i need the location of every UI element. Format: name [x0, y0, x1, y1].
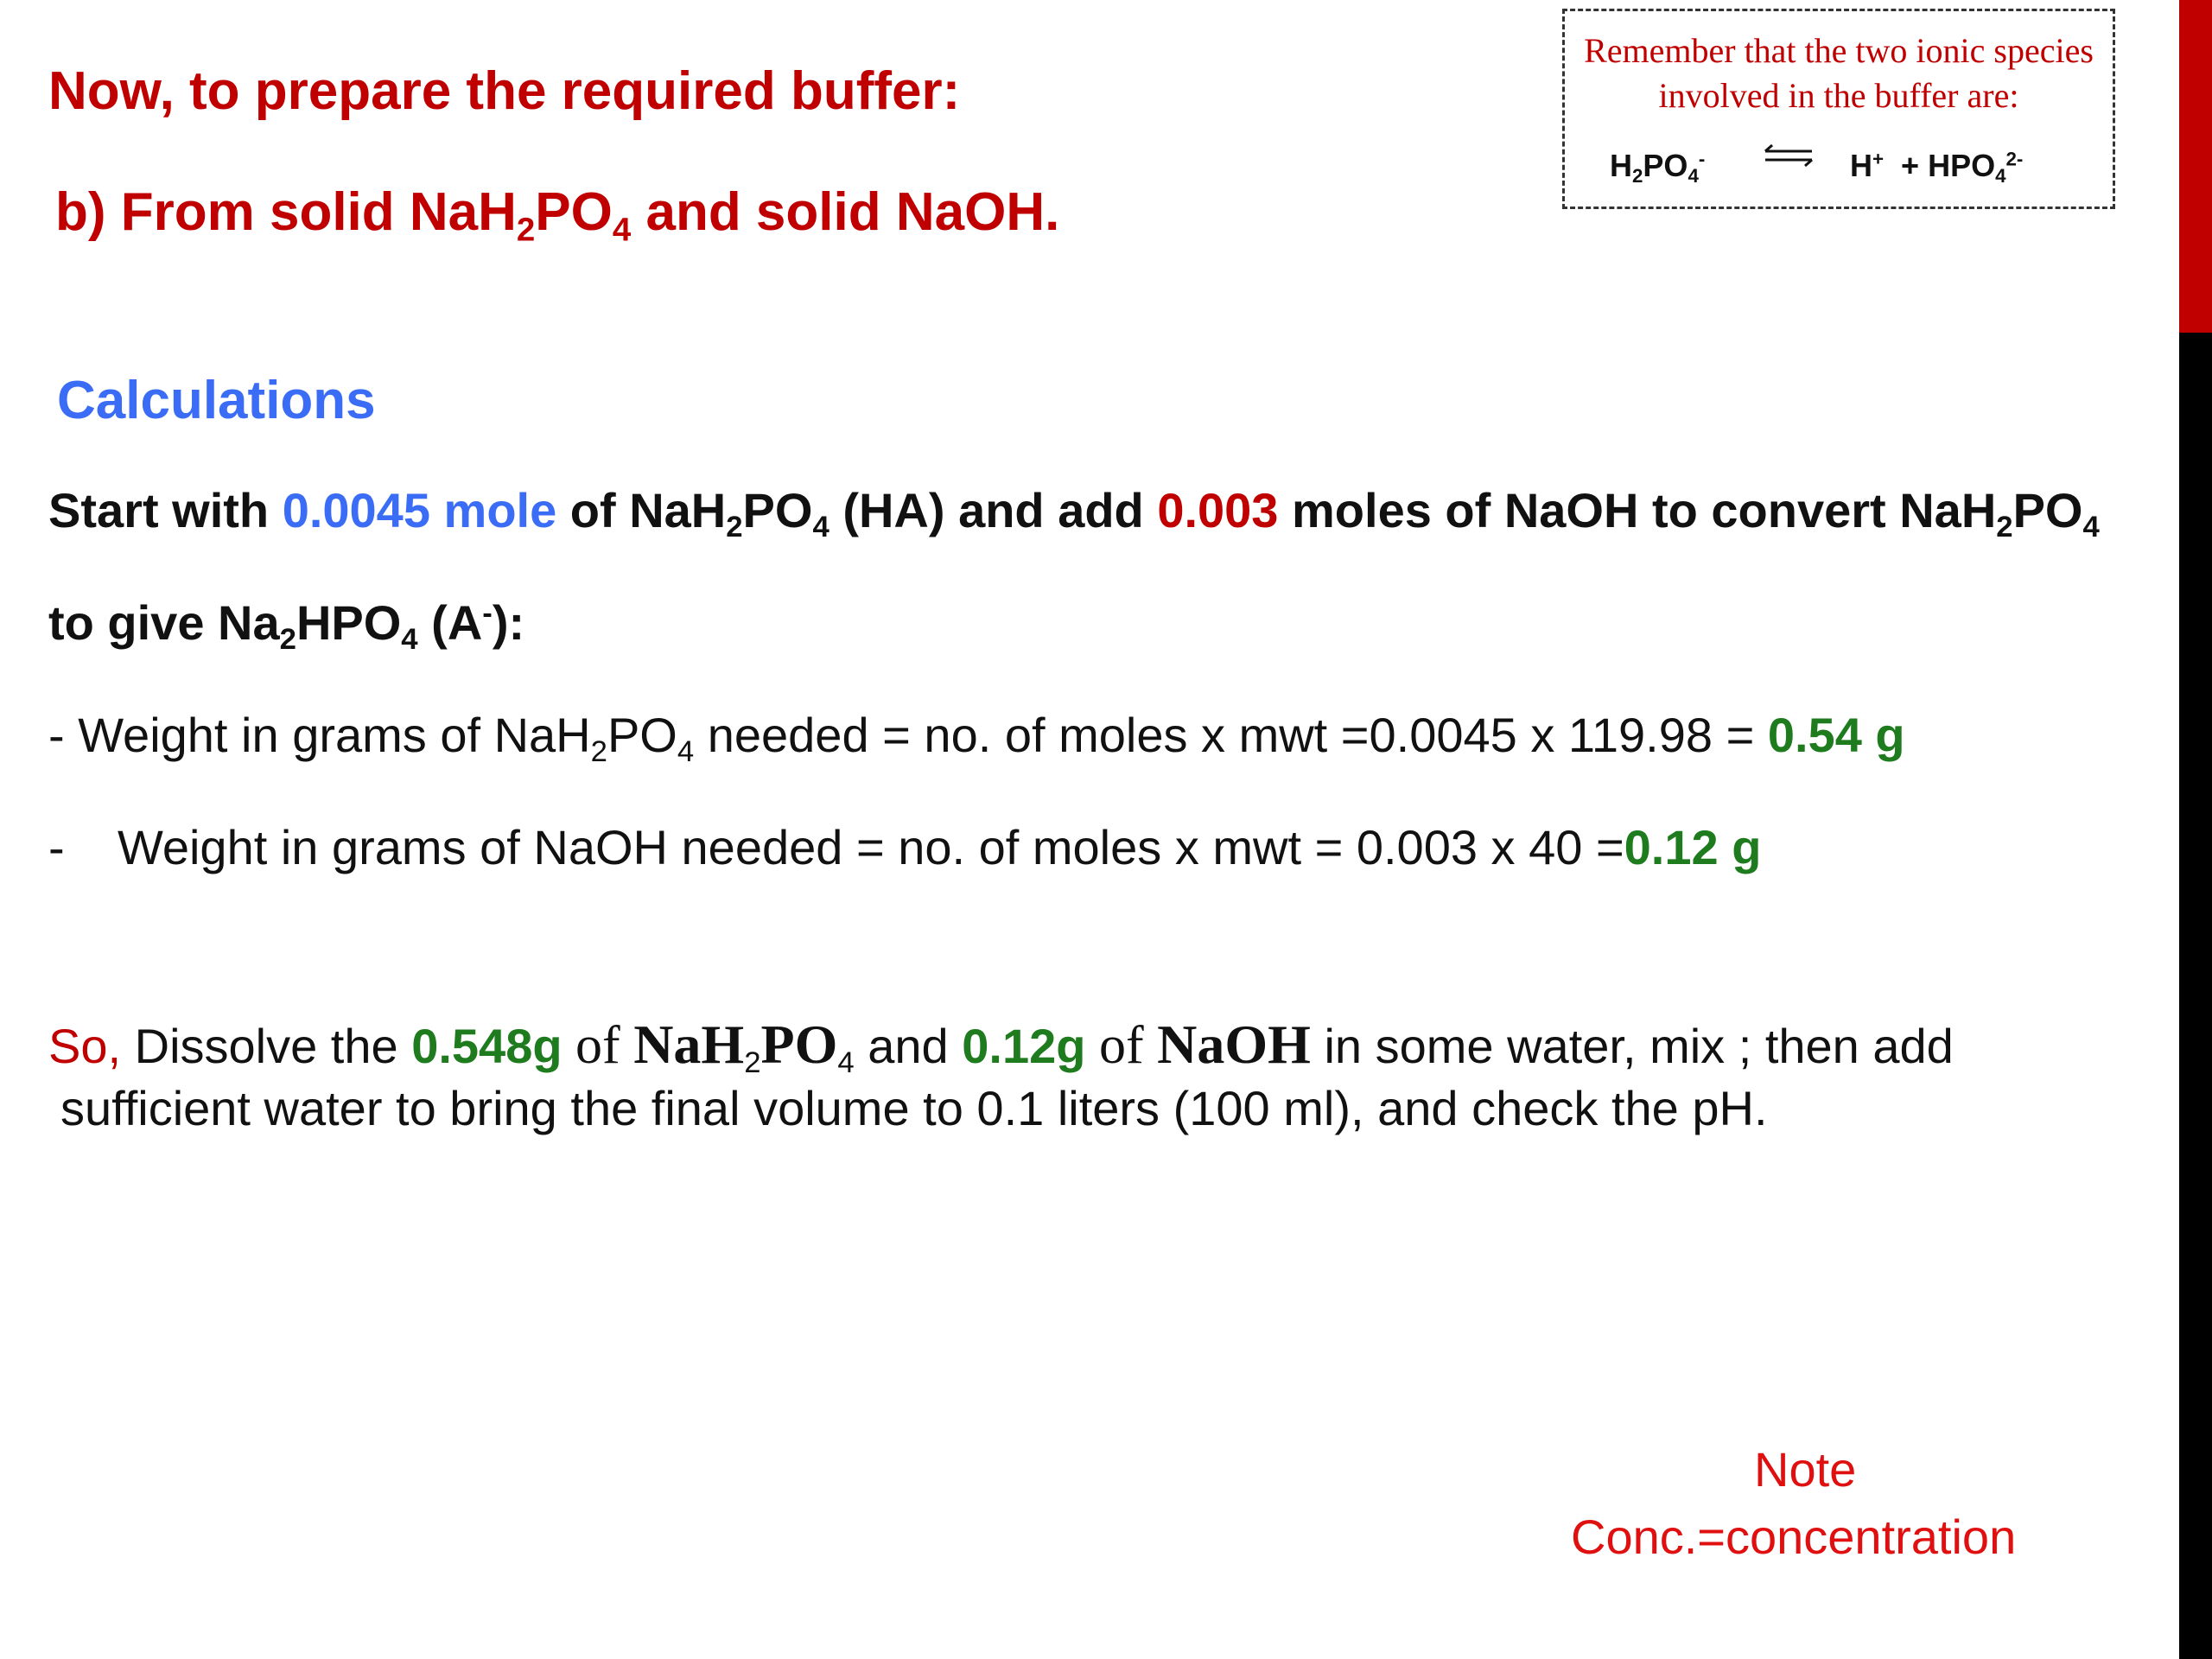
subheading-sub-2: 2	[516, 211, 536, 249]
eq-hpo: + HPO	[1901, 148, 1996, 183]
value-moles-naoh: 0.003	[1157, 483, 1279, 537]
reminder-box	[1562, 9, 2115, 209]
instruction-line-1	[48, 482, 2100, 544]
eq-po: PO	[1643, 148, 1688, 183]
value-moles-ha: 0.0045 mole	[282, 483, 557, 537]
slide-subheading	[55, 181, 1060, 249]
eq-sup-plus: +	[1872, 148, 1885, 170]
eq-h: H	[1610, 148, 1632, 183]
subheading-suffix: and solid NaOH.	[645, 182, 1060, 242]
sup-minus: -	[482, 596, 493, 630]
conclusion-line-2: sufficient water to bring the final volume to 0.1 liters (100 ml), and check the pH.	[60, 1081, 1768, 1135]
conclusion-and: and	[854, 1019, 963, 1073]
conclusion-po: PO	[760, 1014, 838, 1075]
conclusion-line-1	[48, 1013, 1954, 1080]
calculation-naoh-weight	[118, 819, 1761, 875]
conclusion-of-2: of	[1085, 1016, 1158, 1075]
accent-bar-black	[2179, 333, 2212, 1659]
sub-4b: 4	[2082, 511, 2100, 544]
sub-4c: 4	[401, 623, 418, 657]
conclusion-amount-2: 0.12g	[962, 1019, 1086, 1073]
text-ha-add: (HA) and add	[829, 483, 1158, 537]
eq-sub-4: 4	[1688, 165, 1699, 188]
calculations-heading: Calculations	[57, 371, 376, 430]
text-of-na: of NaH	[556, 483, 727, 537]
eq-sup-2minus: 2-	[2005, 148, 2024, 170]
conclusion-of-1: of	[562, 1016, 634, 1075]
conclusion-dissolve: Dissolve the	[121, 1019, 412, 1073]
reminder-text: Remember that the two ionic species involved in the buffer are:	[1584, 31, 2094, 115]
sub-4: 4	[812, 511, 830, 544]
calc1-lead: - Weight in grams of NaH	[48, 708, 591, 762]
calculation-nah2po4-weight	[48, 707, 1905, 769]
conclusion-nah: NaH	[633, 1014, 745, 1075]
eq-sub-2: 2	[1632, 165, 1643, 188]
text-give: to give Na	[48, 595, 280, 650]
calc1-sub-4: 4	[677, 735, 695, 769]
sub-2b: 2	[1996, 511, 2013, 544]
text-a-open: (A	[417, 595, 483, 650]
calc1-rest: needed = no. of moles x mwt =0.0045 x 119.98 =	[694, 708, 1768, 762]
heading-line-1: Now, to prepare the required buffer:	[48, 61, 961, 121]
calc1-po: PO	[607, 708, 677, 762]
conclusion-so: So,	[48, 1019, 122, 1073]
eq-sup-minus: -	[1698, 148, 1706, 170]
sub-2c: 2	[279, 623, 296, 657]
note-title: Note	[1754, 1442, 1857, 1497]
equation-products	[1850, 148, 2024, 188]
conclusion-sub-2: 2	[744, 1046, 761, 1080]
note-text: Conc.=concentration	[1571, 1510, 2017, 1564]
calc1-result: 0.54 g	[1767, 708, 1905, 762]
subheading-sub-4: 4	[612, 211, 632, 249]
calc2-dash: -	[48, 820, 65, 874]
calc2-text: Weight in grams of NaOH needed = no. of moles x mwt = 0.003 x 40 =	[118, 820, 1624, 874]
subheading-prefix: b) From solid NaH	[55, 182, 517, 242]
text-po-2: PO	[2012, 483, 2083, 537]
sub-2: 2	[726, 511, 743, 544]
eq-sub-4b: 4	[1995, 165, 2006, 188]
equilibrium-arrows-icon	[1762, 143, 1815, 168]
instruction-line-2	[48, 594, 525, 657]
text-convert: moles of NaOH to convert NaH	[1278, 483, 1997, 537]
calc1-sub-2: 2	[590, 735, 607, 769]
conclusion-naoh: NaOH	[1157, 1014, 1311, 1075]
text-start: Start with	[48, 483, 283, 537]
conclusion-rest: in some water, mix ; then add	[1310, 1019, 1954, 1073]
conclusion-sub-4: 4	[837, 1046, 855, 1080]
equation-acid	[1610, 148, 1706, 188]
conclusion-amount-1: 0.548g	[411, 1019, 563, 1073]
calc2-result: 0.12 g	[1624, 820, 1762, 874]
slide-heading	[48, 60, 960, 122]
text-a-close: ):	[492, 595, 525, 650]
accent-bar-red	[2179, 0, 2212, 333]
text-po: PO	[742, 483, 813, 537]
eq-proton: H	[1850, 148, 1872, 183]
subheading-po: PO	[535, 182, 613, 242]
text-hpo: HPO	[296, 595, 402, 650]
